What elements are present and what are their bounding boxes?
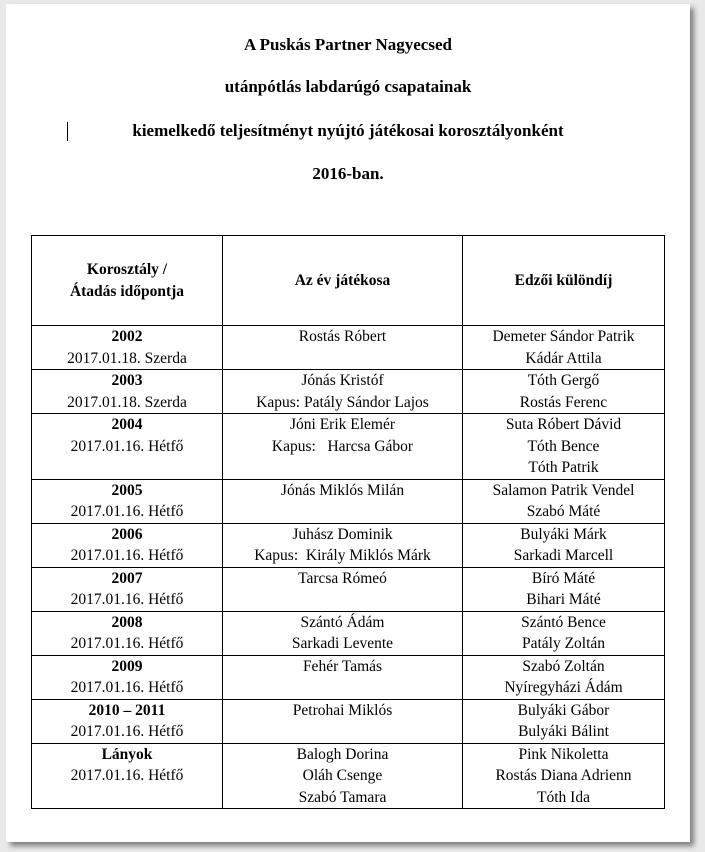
age-group-cell	[32, 699, 223, 743]
age-group-label: 2004	[111, 416, 143, 433]
coach-award-cell	[463, 479, 665, 523]
coach-award-name: Tóth Ida	[537, 788, 590, 806]
player-name: Fehér Tamás	[302, 657, 383, 675]
age-group-cell	[32, 523, 223, 567]
table-body	[32, 326, 665, 809]
player-of-year-cell	[223, 699, 463, 743]
coach-award-cell	[463, 523, 665, 567]
coach-award-cell	[463, 414, 665, 480]
award-date: 2017.01.16. Hétfő	[70, 635, 184, 652]
age-group-cell	[32, 611, 223, 655]
title-line-1: A Puskás Partner Nagyecsed	[244, 35, 452, 54]
table-row	[32, 743, 665, 809]
player-name: Szántó Ádám	[300, 613, 385, 631]
player-name: Kapus: Harcsa Gábor	[271, 437, 414, 455]
coach-award-name: Kádár Attila	[525, 349, 602, 367]
age-group-cell	[32, 655, 223, 699]
age-group-label: 2006	[111, 525, 143, 543]
table-row	[32, 655, 665, 699]
player-name: Szabó Tamara	[298, 788, 387, 806]
title-line-4: 2016-ban.	[312, 164, 384, 183]
age-group-label: 2009	[111, 657, 143, 675]
text-cursor	[67, 122, 68, 141]
coach-award-name: Bulyáki Bálint	[518, 723, 609, 740]
award-date: 2017.01.18. Szerda	[67, 393, 187, 411]
table-row	[32, 523, 665, 567]
table-row	[32, 479, 665, 523]
player-of-year-cell	[223, 479, 463, 523]
header-age-group	[32, 236, 223, 326]
player-name: Jónás Miklós Milán	[280, 481, 405, 499]
coach-award-name: Szántó Bence	[521, 613, 606, 631]
table-header-row	[32, 236, 665, 326]
award-date: 2017.01.16. Hétfő	[70, 591, 184, 608]
award-date: 2017.01.16. Hétfő	[70, 679, 184, 696]
header-age-group-line2: Átadás időpontja	[69, 282, 185, 300]
table-row	[32, 326, 665, 370]
award-date: 2017.01.16. Hétfő	[70, 437, 184, 455]
age-group-label: 2010 – 2011	[88, 701, 166, 719]
table-row	[32, 567, 665, 611]
coach-award-name: Sarkadi Marcell	[513, 547, 614, 564]
player-of-year-cell	[223, 611, 463, 655]
coach-award-cell	[463, 743, 665, 809]
age-group-label: Lányok	[101, 745, 153, 763]
coach-award-name: Tóth Gergő	[527, 372, 600, 389]
player-of-year-cell	[223, 370, 463, 414]
coach-award-name: Szabó Zoltán	[522, 657, 605, 675]
player-name: Balogh Dorina	[296, 745, 389, 763]
title-line-3: kiemelkedő teljesítményt nyújtó játékosai korosztályonként	[132, 121, 564, 140]
table-row	[32, 611, 665, 655]
player-name: Jónás Kristóf	[301, 372, 384, 389]
award-date: 2017.01.16. Hétfő	[70, 767, 184, 784]
award-date: 2017.01.16. Hétfő	[70, 503, 184, 520]
table-row	[32, 370, 665, 414]
table-row	[32, 414, 665, 480]
coach-award-cell	[463, 326, 665, 370]
player-name: Juhász Dominik	[292, 525, 393, 543]
player-name: Kapus: Patály Sándor Lajos	[256, 393, 429, 411]
header-player-of-year: Az év játékosa	[223, 236, 463, 326]
coach-award-cell	[463, 370, 665, 414]
coach-award-name: Pink Nikoletta	[518, 745, 609, 763]
age-group-cell	[32, 743, 223, 809]
player-of-year-cell	[223, 567, 463, 611]
coach-award-cell	[463, 655, 665, 699]
header-coach-award: Edzői különdíj	[463, 236, 665, 326]
player-of-year-cell	[223, 326, 463, 370]
player-name: Rostás Róbert	[298, 328, 387, 345]
player-of-year-cell	[223, 743, 463, 809]
player-name: Oláh Csenge	[302, 767, 383, 784]
coach-award-name: Demeter Sándor Patrik	[492, 328, 635, 345]
coach-award-name: Bulyáki Márk	[520, 525, 607, 543]
coach-award-name: Rostás Diana Adrienn	[495, 767, 632, 784]
age-group-cell	[32, 326, 223, 370]
coach-award-name: Salamon Patrik Vendel	[492, 481, 635, 499]
age-group-label: 2002	[111, 328, 143, 345]
player-of-year-cell	[223, 414, 463, 480]
player-name: Tarcsa Rómeó	[298, 569, 387, 587]
player-name: Jóni Erik Elemér	[289, 416, 396, 433]
age-group-label: 2005	[111, 481, 143, 499]
coach-award-name: Suta Róbert Dávid	[505, 416, 622, 433]
header-age-group-line1: Korosztály /	[86, 261, 168, 278]
age-group-cell	[32, 567, 223, 611]
player-name: Kapus: Király Miklós Márk	[254, 547, 431, 564]
age-group-cell	[32, 370, 223, 414]
coach-award-name: Nyíregyházi Ádám	[504, 679, 623, 696]
coach-award-name: Tóth Bence	[527, 437, 600, 455]
coach-award-name: Tóth Patrik	[528, 459, 599, 476]
age-group-cell	[32, 479, 223, 523]
document-page	[6, 4, 690, 842]
coach-award-name: Rostás Ferenc	[519, 393, 608, 411]
coach-award-name: Szabó Máté	[526, 503, 601, 520]
table-row	[32, 699, 665, 743]
player-of-year-cell	[223, 655, 463, 699]
award-date: 2017.01.16. Hétfő	[70, 547, 184, 564]
coach-award-name: Patály Zoltán	[521, 635, 606, 652]
age-group-label: 2003	[111, 372, 143, 389]
coach-award-cell	[463, 567, 665, 611]
player-name: Sarkadi Levente	[291, 635, 394, 652]
coach-award-name: Bulyáki Gábor	[517, 701, 610, 719]
age-group-label: 2007	[111, 569, 143, 587]
coach-award-cell	[463, 611, 665, 655]
player-name: Petrohai Miklós	[292, 701, 393, 719]
age-group-label: 2008	[111, 613, 143, 631]
coach-award-name: Bihari Máté	[526, 591, 601, 608]
award-date: 2017.01.16. Hétfő	[70, 723, 184, 740]
coach-award-name: Bíró Máté	[531, 569, 596, 587]
award-date: 2017.01.18. Szerda	[67, 349, 187, 367]
title-line-2: utánpótlás labdarúgó csapatainak	[224, 77, 472, 96]
age-group-cell	[32, 414, 223, 480]
player-of-year-cell	[223, 523, 463, 567]
awards-table	[31, 235, 665, 809]
coach-award-cell	[463, 699, 665, 743]
